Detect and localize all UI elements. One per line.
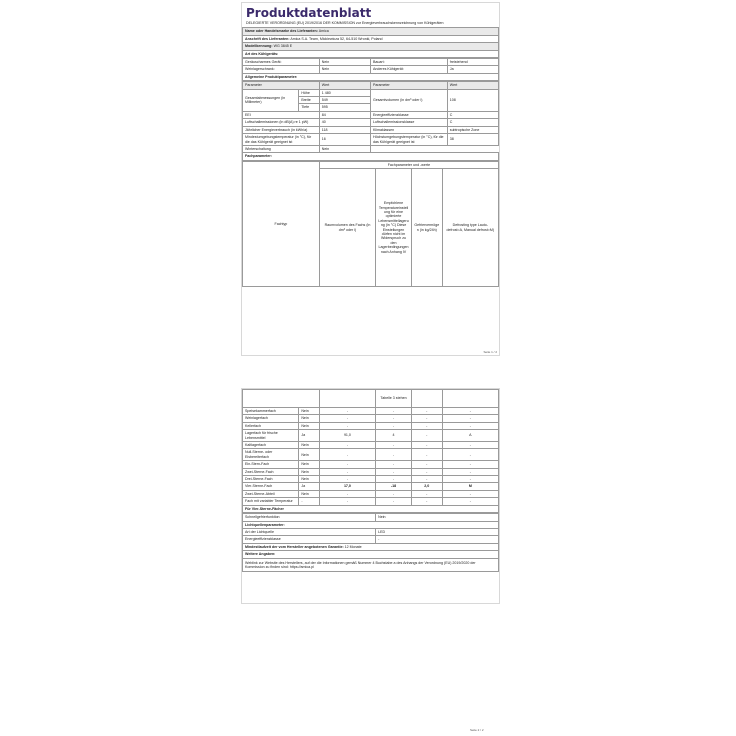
comp-header: Empfohlene Temperatureinstellung für eine optimierte Lebensmittellagerung (in °C) Diese Einstellungen dürfen nicht im Widerspruch zu den Lagerbedingungen nach Anhang IV	[376, 169, 412, 287]
extra-params-table	[242, 513, 499, 572]
cell: Luftschallemissionsklasse	[370, 119, 447, 126]
empty-cell	[442, 390, 498, 408]
table-row: Zwei-Sterne-Abteil Nein - - - -	[243, 490, 499, 497]
supplier-label: Name oder Handelsmarke des Lieferanten:	[245, 29, 318, 34]
table-row: Vier-Sterne-Fach Ja 17,0 -18 2,0 M	[243, 483, 499, 490]
type-table	[242, 58, 499, 81]
table-row: Kellerfach Nein - - - -	[243, 422, 499, 429]
address-value: Amica S.A. Team, Mickiewicza 52, 64-510 Wronki, Poland	[290, 36, 383, 41]
page-number: Seite 2 / 2	[470, 728, 484, 732]
cell: C	[447, 111, 498, 118]
cell: Höchstumgebungstemperatur (in °C), für die das Kühlgerät geeignet ist	[370, 134, 447, 146]
compartment-heading: Fachparameter:	[243, 153, 499, 160]
table-row: Drei-Sterne-Fach Nein - - - -	[243, 476, 499, 483]
cell: Weinlagerschrank:	[243, 66, 320, 73]
cell: 16	[319, 134, 370, 146]
table-row: Ein-Stern-Fach Nein - - - -	[243, 461, 499, 468]
comp-header: Raumvolumen des Fachs (in dm³ oder l)	[319, 169, 375, 287]
page-title: Produktdatenblatt	[246, 6, 372, 20]
cell: Geräuscharmes Gerät:	[243, 59, 320, 66]
dim-name: Breite	[299, 97, 319, 104]
winter-label: Winterschaltung	[243, 145, 320, 152]
type-row	[243, 66, 499, 73]
table-row: Null-Sterne- oder Eisbereiterfach Nein - - - -	[243, 449, 499, 461]
cell: Energieeffizienzklasse	[370, 111, 447, 118]
table-row: Speisekammerfach Nein - - - -	[243, 408, 499, 415]
empty-cell	[370, 145, 498, 152]
cell: 40	[319, 119, 370, 126]
datasheet-page-1	[241, 2, 500, 356]
manufacturer-link[interactable]: https://amica.pl	[289, 564, 314, 569]
empty-cell	[243, 390, 320, 408]
fast-freeze-label: Schnellgefrierfunktion	[243, 514, 376, 521]
cell: C	[447, 119, 498, 126]
cell: Klimaklassen	[370, 126, 447, 133]
cell: subtropische Zone	[447, 126, 498, 133]
light-value: -	[376, 536, 499, 543]
dim-value: 1 480	[319, 89, 370, 96]
table-head-cont: Tabelle 3 stehen	[376, 390, 412, 408]
cell: 118	[319, 126, 370, 133]
table-row: Lagerfach für frische Lebensmittel Ja 91,0 4 - A	[243, 430, 499, 442]
type-row	[243, 59, 499, 66]
type-heading: Art des Kühlgeräts:	[243, 50, 499, 57]
supplier-table	[242, 27, 499, 58]
light-label: Energieeffizienzklasse	[243, 536, 376, 543]
cell: Ja	[447, 66, 498, 73]
header-cell: Wert	[447, 82, 498, 89]
light-label: Art der Lichtquelle	[243, 528, 376, 535]
table-row: Zwei-Sterne-Fach Nein - - - -	[243, 468, 499, 475]
cell: Nein	[319, 59, 370, 66]
dims-label: Gesamtabmessungen (in Millimeter)	[243, 89, 299, 111]
general-heading: Allgemeine Produktparameter:	[243, 73, 499, 80]
table-row: Kaltlagerfach Nein - - - -	[243, 442, 499, 449]
dim-name: Höhe	[299, 89, 319, 96]
fast-freeze-value: Nein	[376, 514, 499, 521]
cell: Nein	[319, 66, 370, 73]
cell: Anderes Kühlgerät:	[370, 66, 447, 73]
more-heading: Weitere Angaben:	[243, 551, 499, 558]
warranty-value: 12 Monate	[344, 544, 362, 549]
light-value: LED	[376, 528, 499, 535]
cell: EEI	[243, 111, 320, 118]
table-row: Fach mit variabler Temperatur - - - - -	[243, 498, 499, 505]
warranty-label: Mindestlaufzeit der vom Hersteller angebotenen Garantie:	[245, 544, 344, 549]
supplier-value: Amica	[318, 29, 329, 34]
empty-cell	[411, 390, 442, 408]
comp-type-header: Fachtyp	[243, 161, 320, 286]
cell: 38	[447, 134, 498, 146]
header-cell: Parameter	[243, 82, 320, 89]
cell: Bauart:	[370, 59, 447, 66]
volume-value: 108	[447, 89, 498, 111]
cell: Mindestumgebungstemperatur (in °C), für die das Kühlgerät geeignet ist	[243, 134, 320, 146]
datasheet-page-2	[241, 388, 500, 604]
general-params-table	[242, 81, 499, 160]
model-label: Modellkennung:	[245, 44, 273, 49]
dim-value: 549	[319, 97, 370, 104]
light-heading: Lichtquellenparameter:	[243, 521, 499, 528]
header-cell: Wert	[319, 82, 370, 89]
cell: 84	[319, 111, 370, 118]
dim-value: 595	[319, 104, 370, 111]
address-label: Anschrift des Lieferanten:	[245, 36, 290, 41]
table-row: Weinlagerfach Nein - - - -	[243, 415, 499, 422]
header-cell: Parameter	[370, 82, 447, 89]
volume-label: Gesamtvolumen (in dm³ oder l)	[370, 89, 447, 111]
regulation-intro: DELEGIERTE VERORDNUNG (EU) 2019/2016 DER KOMMISSION zur Energieverbrauchskennzeichnung von Kühlgeräten	[246, 21, 444, 25]
comp-header: Defrosting type Lauto-defrost=A, Manual defrost=M)	[442, 169, 498, 287]
winter-value: Nein	[319, 145, 370, 152]
empty-cell	[319, 390, 375, 408]
comp-header: Gefriervermögen (in kg/24h)	[411, 169, 442, 287]
cell: Jährlicher Energieverbrauch (in kWh/a)	[243, 126, 320, 133]
compartment-header-table	[242, 161, 499, 287]
page-number: Seite 1 / 2	[483, 350, 497, 354]
more-text: Weblink zur Website des Herstellers, auf der die Informationen gemäß Nummer 4 Buchstabe a des Anhangs der Verordnung (EU) 2019/2020 der Kommission zu finden sind:	[245, 560, 476, 569]
cell: Luftschallemissionen (in dB(A) re 1 pW)	[243, 119, 320, 126]
cell: freistehend	[447, 59, 498, 66]
dim-name: Tiefe	[299, 104, 319, 111]
compartment-table	[242, 389, 499, 513]
comp-group-header: Fachparameter und -werte	[319, 161, 498, 168]
four-star-heading: Für Vier-Sterne-Fächer	[243, 505, 499, 512]
model-value: WG 3845 E	[273, 44, 293, 49]
